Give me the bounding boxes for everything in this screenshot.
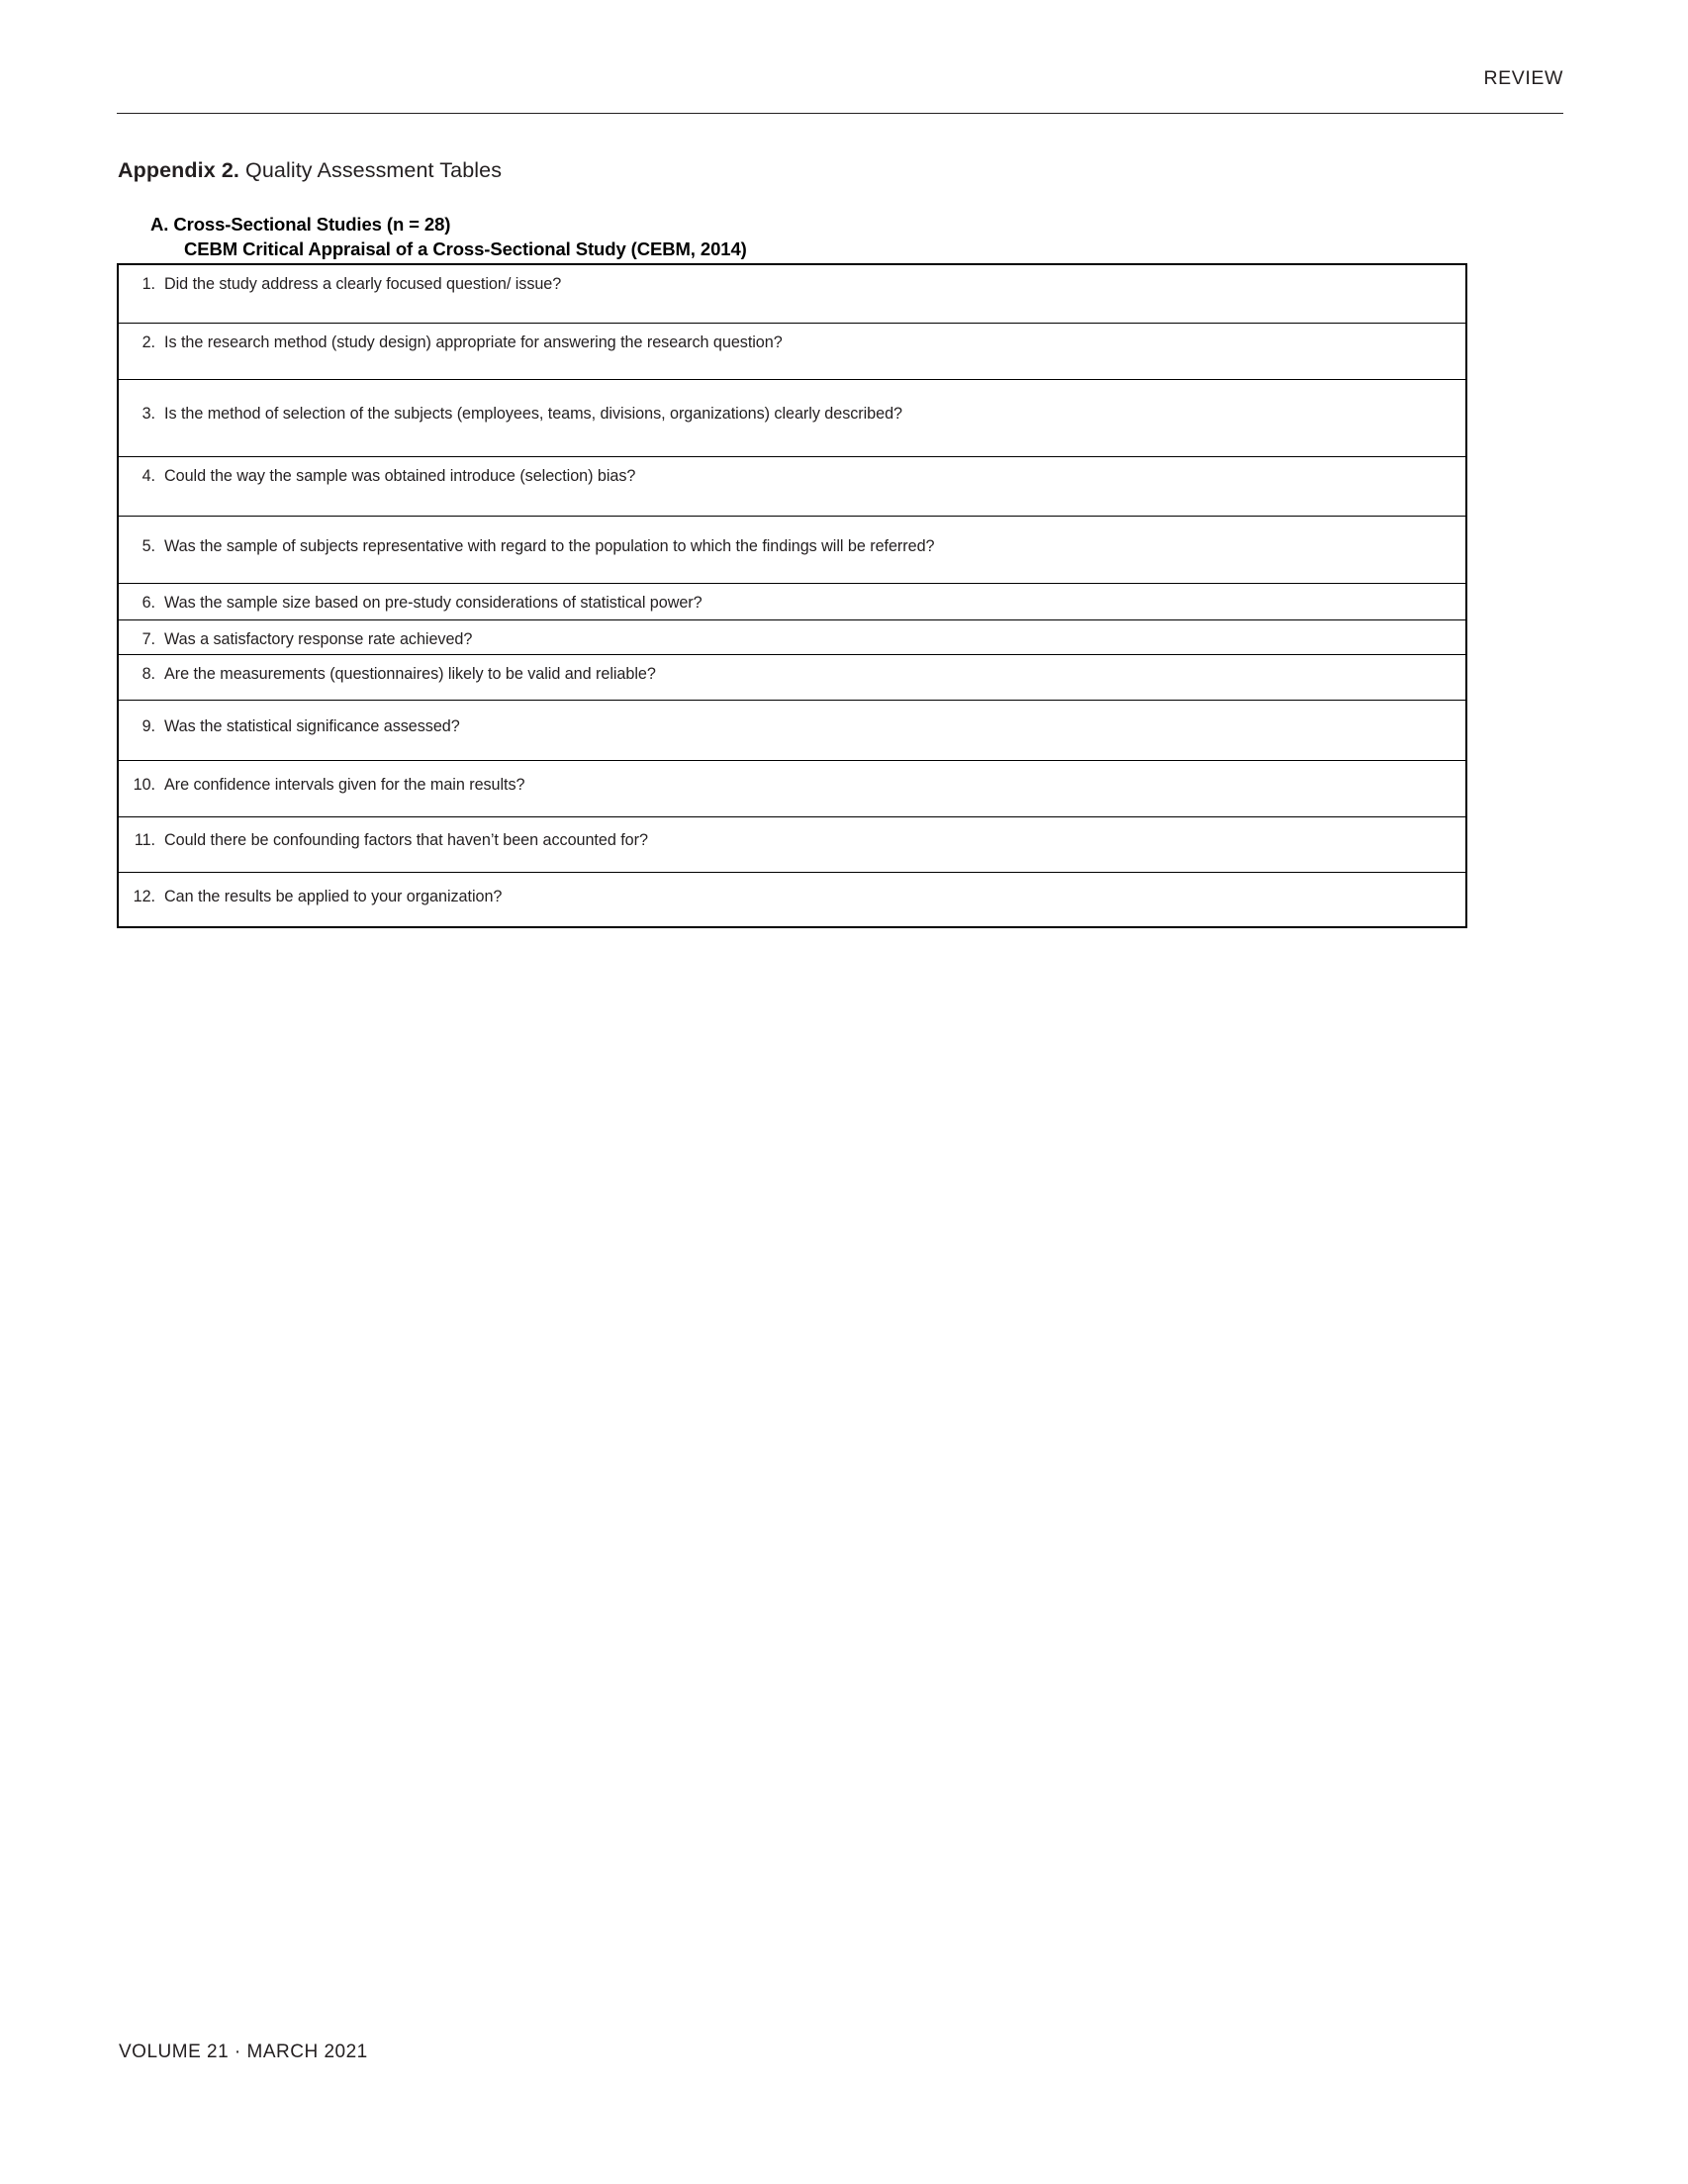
row-number: 7. bbox=[141, 630, 155, 648]
table-row bbox=[119, 380, 1465, 457]
table-row bbox=[119, 620, 1465, 655]
row-number: 12. bbox=[133, 888, 155, 905]
row-question: Could there be confounding factors that haven’t been accounted for? bbox=[164, 831, 648, 849]
appendix-title bbox=[118, 158, 502, 183]
table-row bbox=[119, 761, 1465, 817]
row-question: Was the sample of subjects representative with regard to the population to which the findings will be referred? bbox=[164, 537, 935, 555]
row-number: 9. bbox=[141, 717, 155, 735]
header-rule bbox=[117, 113, 1563, 114]
table-row bbox=[119, 873, 1465, 926]
appendix-title-text: Quality Assessment Tables bbox=[238, 158, 503, 182]
table-row bbox=[119, 265, 1465, 324]
section-title: A. Cross-Sectional Studies (n = 28) bbox=[150, 214, 451, 235]
row-question: Is the research method (study design) appropriate for answering the research question? bbox=[164, 333, 783, 351]
table-row bbox=[119, 817, 1465, 873]
row-number: 4. bbox=[141, 467, 155, 485]
section-instrument: CEBM Critical Appraisal of a Cross-Sectional Study (CEBM, 2014) bbox=[184, 238, 747, 259]
row-question: Was a satisfactory response rate achieved? bbox=[164, 630, 473, 648]
row-number: 10. bbox=[133, 776, 155, 794]
table-row bbox=[119, 324, 1465, 380]
appendix-label: Appendix 2. bbox=[118, 158, 239, 182]
row-question: Are the measurements (questionnaires) likely to be valid and reliable? bbox=[164, 665, 656, 683]
row-number: 1. bbox=[141, 275, 155, 293]
row-question: Can the results be applied to your organization? bbox=[164, 888, 503, 905]
row-number: 11. bbox=[134, 831, 155, 849]
page-footer: VOLUME 21 · MARCH 2021 bbox=[119, 2042, 368, 2062]
row-question: Was the sample size based on pre-study considerations of statistical power? bbox=[164, 594, 703, 612]
row-number: 8. bbox=[141, 665, 155, 683]
table-row bbox=[119, 517, 1465, 584]
row-question: Could the way the sample was obtained introduce (selection) bias? bbox=[164, 467, 636, 485]
quality-assessment-table bbox=[117, 263, 1467, 928]
row-question: Are confidence intervals given for the main results? bbox=[164, 776, 525, 794]
row-number: 3. bbox=[141, 405, 155, 423]
row-question: Was the statistical significance assessed? bbox=[164, 717, 460, 735]
running-head: REVIEW bbox=[1483, 67, 1563, 89]
table-row bbox=[119, 584, 1465, 620]
row-number: 2. bbox=[141, 333, 155, 351]
row-number: 5. bbox=[141, 537, 155, 555]
row-question: Did the study address a clearly focused question/ issue? bbox=[164, 275, 562, 293]
table-row bbox=[119, 701, 1465, 761]
row-question: Is the method of selection of the subjects (employees, teams, divisions, organizations) clearly described? bbox=[164, 405, 902, 423]
table-row bbox=[119, 457, 1465, 517]
row-number: 6. bbox=[141, 594, 155, 612]
table-row bbox=[119, 655, 1465, 701]
section-heading bbox=[150, 212, 747, 261]
